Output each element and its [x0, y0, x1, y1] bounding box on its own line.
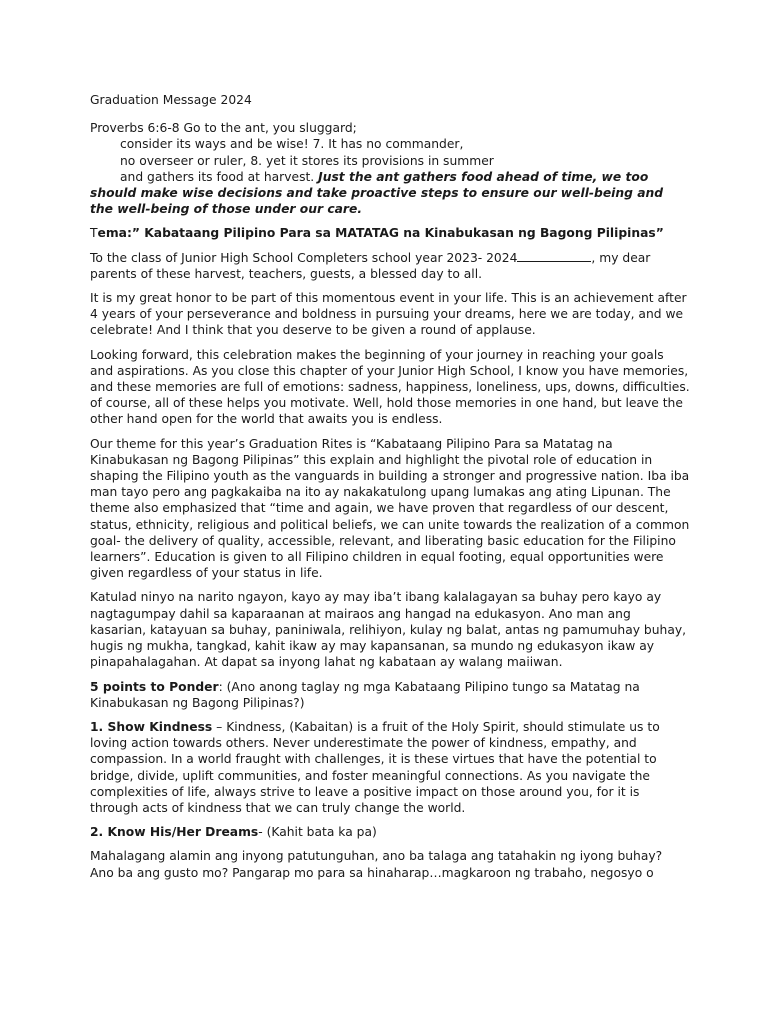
point-1-text: – Kindness, (Kabaitan) is a fruit of the Holy Spirit, should stimulate us to loving action towards others. Never underestimate the power of kindness, empathy, and compassion. In a world fraught with challenges, it is these virtues that have the potential to bridge, divide, uplift communities, and foster meaningful connections. As you navigate the complexities of life, always strive to leave a positive impact on those around you, for it is through acts of kindness that we can truly change the world.	[90, 719, 660, 815]
verse-emphasis-2: should make wise decisions and take proactive steps to ensure our well-being and	[90, 186, 664, 201]
verse-line-4	[90, 169, 690, 185]
document-title: Graduation Message 2024	[90, 93, 252, 107]
verse-emphasis-3: the well-being of those under our care.	[90, 202, 362, 217]
point-2-text: - (Kahit bata ka pa)	[258, 825, 377, 840]
point-2-title: 2. Know His/Her Dreams	[90, 825, 259, 840]
name-blank-line	[517, 250, 591, 262]
paragraph-katulad: Katulad ninyo na narito ngayon, kayo ay may iba’t ibang kalalagayan sa buhay pero kayo ay nagtagumpay dahil sa kaparaanan at mairaos ang hangad na edukasyon. Ano man ang kasarian, katayuan sa buhay, paniniwala, relihiyon, kulay ng balat, antas ng pamumuhay buhay, hugis ng mukha, tangkad, kahit ikaw ay may kapansanan, sa mundo ng edukasyon ikaw ay pinapahalagahan. At dapat sa inyong lahat ng kabataan ay walang maiiwan.	[90, 590, 687, 670]
paragraph-theme: Our theme for this year’s Graduation Rites is “Kabataang Pilipino Para sa Matatag na Kinabukasan ng Bagong Pilipinas” this explain and highlight the pivotal role of education in shaping the Filipino youth as the vanguards in building a stronger and progressive nation. Iba iba man tayo pero ang pagkakaiba na ito ay nakakatulong upang lumakas ang ating Lipunan. The theme also emphasized that “time and again, we have proven that regardless of our descent, status, ethnicity, religious and political beliefs, we can unite towards the realization of a common goal- the delivery of quality, accessible, relevant, and liberating basic education for the Filipino learners”. Education is given to all Filipino children in equal footing, equal opportunities were given regardless of your status in life.	[90, 436, 690, 581]
theme-prefix: T	[90, 226, 98, 241]
verse-block	[90, 120, 690, 217]
points-heading	[90, 679, 690, 711]
verse-line-3: no overseer or ruler, 8. yet it stores its provisions in summer	[120, 153, 494, 168]
paragraph-honor: It is my great honor to be part of this momentous event in your life. This is an achievement after 4 years of your perseverance and boldness in pursuing your dreams, here we are today, and we celebrate! And I think that you deserve to be given a round of applause.	[90, 291, 687, 338]
greeting-paragraph	[90, 250, 690, 282]
theme-heading	[90, 225, 690, 241]
verse-line-4-plain: and gathers its food at harvest.	[120, 169, 315, 184]
theme-text: ema:” Kabataang Pilipino Para sa MATATAG na Kinabukasan ng Bagong Pilipinas”	[97, 226, 664, 241]
verse-line-2: consider its ways and be wise! 7. It has no commander,	[120, 137, 464, 152]
greeting-line-2: parents of these harvest, teachers, guests, a blessed day to all.	[90, 266, 483, 281]
greeting-after-blank: , my dear	[591, 250, 651, 265]
verse-emphasis-1: Just the ant gathers food ahead of time, we too	[318, 169, 649, 184]
point-2	[90, 824, 690, 840]
points-heading-bold: 5 points to Ponder	[90, 679, 219, 694]
last-paragraph-line-2: Ano ba ang gusto mo? Pangarap mo para sa hinaharap…magkaroon ng trabaho, negosyo o	[90, 865, 654, 880]
point-1-title: 1. Show Kindness	[90, 719, 213, 734]
verse-line-1: Proverbs 6:6-8 Go to the ant, you sluggard;	[90, 121, 357, 136]
document-page	[90, 92, 690, 889]
points-heading-rest: : (Ano anong taglay ng mga Kabataang Pilipino tungo sa Matatag na Kinabukasan ng Bagong Pilipinas?)	[90, 679, 640, 710]
greeting-before-blank: To the class of Junior High School Completers school year 2023- 2024	[90, 250, 518, 265]
paragraph-looking-forward: Looking forward, this celebration makes the beginning of your journey in reaching your goals and aspirations. As you close this chapter of your Junior High School, I know you have memories, and these memories are full of emotions: sadness, happiness, loneliness, ups, downs, difficulties. of course, all of these helps you motivate. Well, hold those memories in one hand, but leave the other hand open for the world that awaits you is endless.	[90, 347, 690, 427]
last-paragraph	[90, 848, 690, 880]
point-1	[90, 719, 690, 816]
last-paragraph-line-1: Mahalagang alamin ang inyong patutunguhan, ano ba talaga ang tatahakin ng iyong buhay?	[90, 849, 663, 864]
